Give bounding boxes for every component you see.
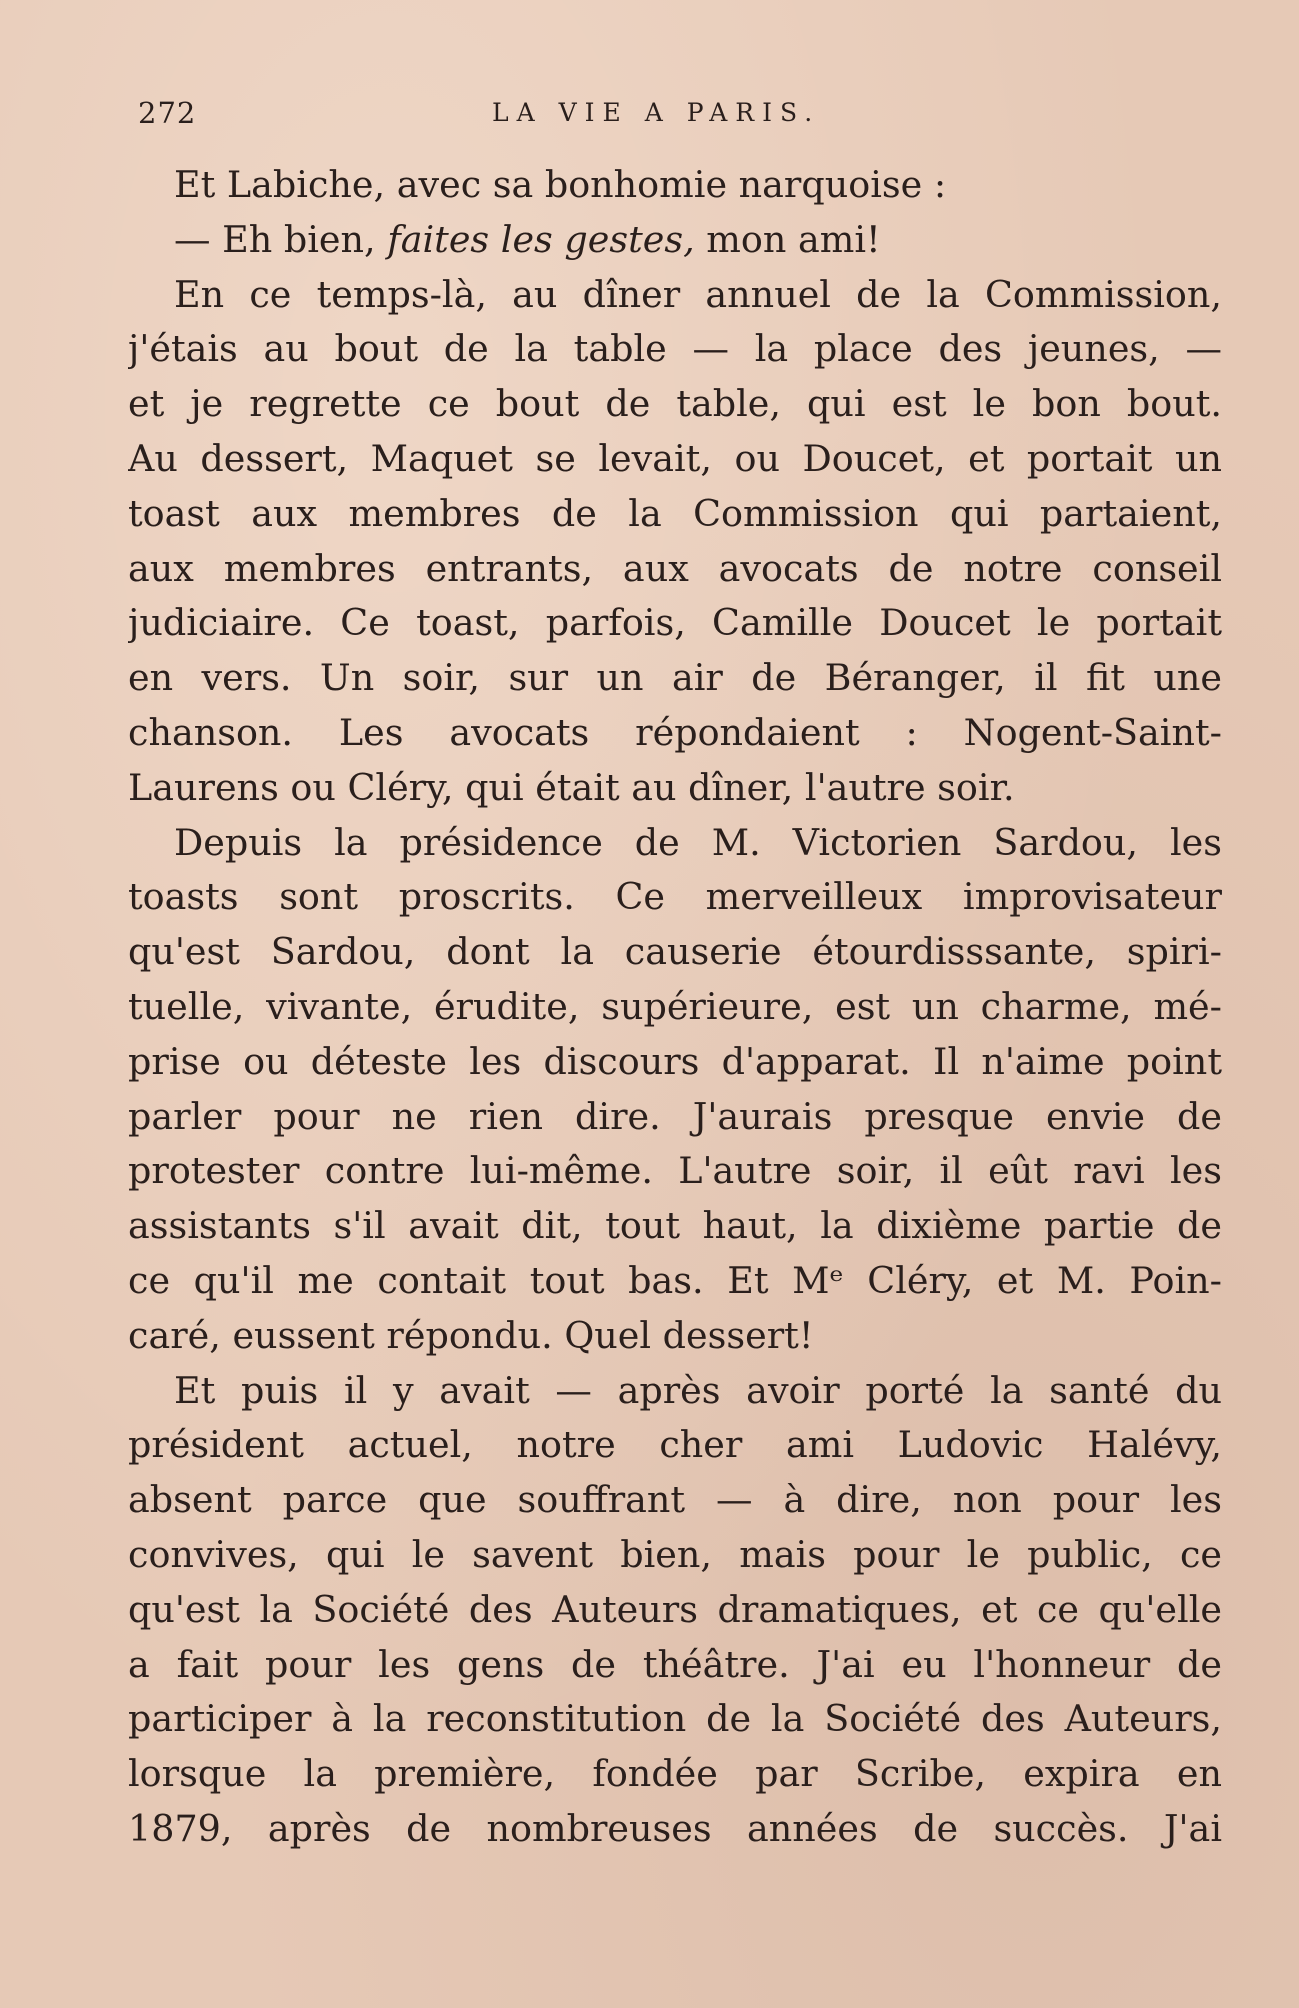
- page-header: [130, 96, 1250, 136]
- text-line: a fait pour les gens de théâtre. J'ai eu l'honneur de: [128, 1642, 1222, 1686]
- text-line: toasts sont proscrits. Ce merveilleux improvisateur: [128, 875, 1222, 919]
- italic-segment: faites les gestes,: [387, 217, 695, 261]
- text-line: j'étais au bout de la table — la place des jeunes, —: [128, 327, 1222, 371]
- text-line: judiciaire. Ce toast, parfois, Camille Doucet le portait: [128, 601, 1222, 645]
- text-line: toast aux membres de la Commission qui partaient,: [128, 491, 1222, 535]
- text-line: prise ou déteste les discours d'apparat. Il n'aime point: [128, 1039, 1222, 1083]
- text-line: Laurens ou Cléry, qui était au dîner, l'autre soir.: [128, 765, 1015, 809]
- text-line: en vers. Un soir, sur un air de Béranger, il fit une: [128, 656, 1222, 700]
- text-line: Au dessert, Maquet se levait, ou Doucet, et portait un: [128, 436, 1222, 480]
- text-line: et je regrette ce bout de table, qui est le bon bout.: [128, 382, 1222, 426]
- text-segment: — Eh bien,: [174, 217, 388, 261]
- text-line: aux membres entrants, aux avocats de notre conseil: [128, 546, 1222, 590]
- text-segment: mon ami!: [694, 217, 881, 261]
- text-line: participer à la reconstitution de la Société des Auteurs,: [128, 1697, 1222, 1741]
- text-line: parler pour ne rien dire. J'aurais presque envie de: [128, 1094, 1222, 1138]
- text-line: assistants s'il avait dit, tout haut, la dixième partie de: [128, 1204, 1222, 1248]
- running-head: LA VIE A PARIS.: [492, 98, 821, 127]
- text-line: Depuis la présidence de M. Victorien Sardou, les: [174, 820, 1222, 864]
- text-line: ce qu'il me contait tout bas. Et Mᵉ Cléry, et M. Poin-: [128, 1258, 1222, 1302]
- text-line: Et puis il y avait — après avoir porté la santé du: [174, 1368, 1222, 1412]
- text-line: tuelle, vivante, érudite, supérieure, est un charme, mé-: [128, 984, 1222, 1028]
- text-line: qu'est Sardou, dont la causerie étourdisssante, spiri-: [128, 930, 1222, 974]
- body-text: [128, 158, 1222, 1857]
- page-number: 272: [138, 96, 197, 130]
- text-line: En ce temps-là, au dîner annuel de la Commission,: [174, 272, 1222, 316]
- text-line: qu'est la Société des Auteurs dramatiques, et ce qu'elle: [128, 1587, 1222, 1631]
- text-line: protester contre lui-même. L'autre soir, il eût ravi les: [128, 1149, 1222, 1193]
- text-line: chanson. Les avocats répondaient : Nogent-Saint-: [128, 710, 1222, 754]
- text-line: convives, qui le savent bien, mais pour le public, ce: [128, 1532, 1222, 1576]
- text-line: caré, eussent répondu. Quel dessert!: [128, 1313, 814, 1357]
- text-line: lorsque la première, fondée par Scribe, expira en: [128, 1752, 1222, 1796]
- text-line: Et Labiche, avec sa bonhomie narquoise :: [174, 163, 947, 206]
- text-line: absent parce que souffrant — à dire, non pour les: [128, 1478, 1222, 1522]
- text-line: [128, 213, 1222, 268]
- text-line: président actuel, notre cher ami Ludovic Halévy,: [128, 1423, 1222, 1467]
- text-line: 1879, après de nombreuses années de succès. J'ai: [128, 1806, 1222, 1850]
